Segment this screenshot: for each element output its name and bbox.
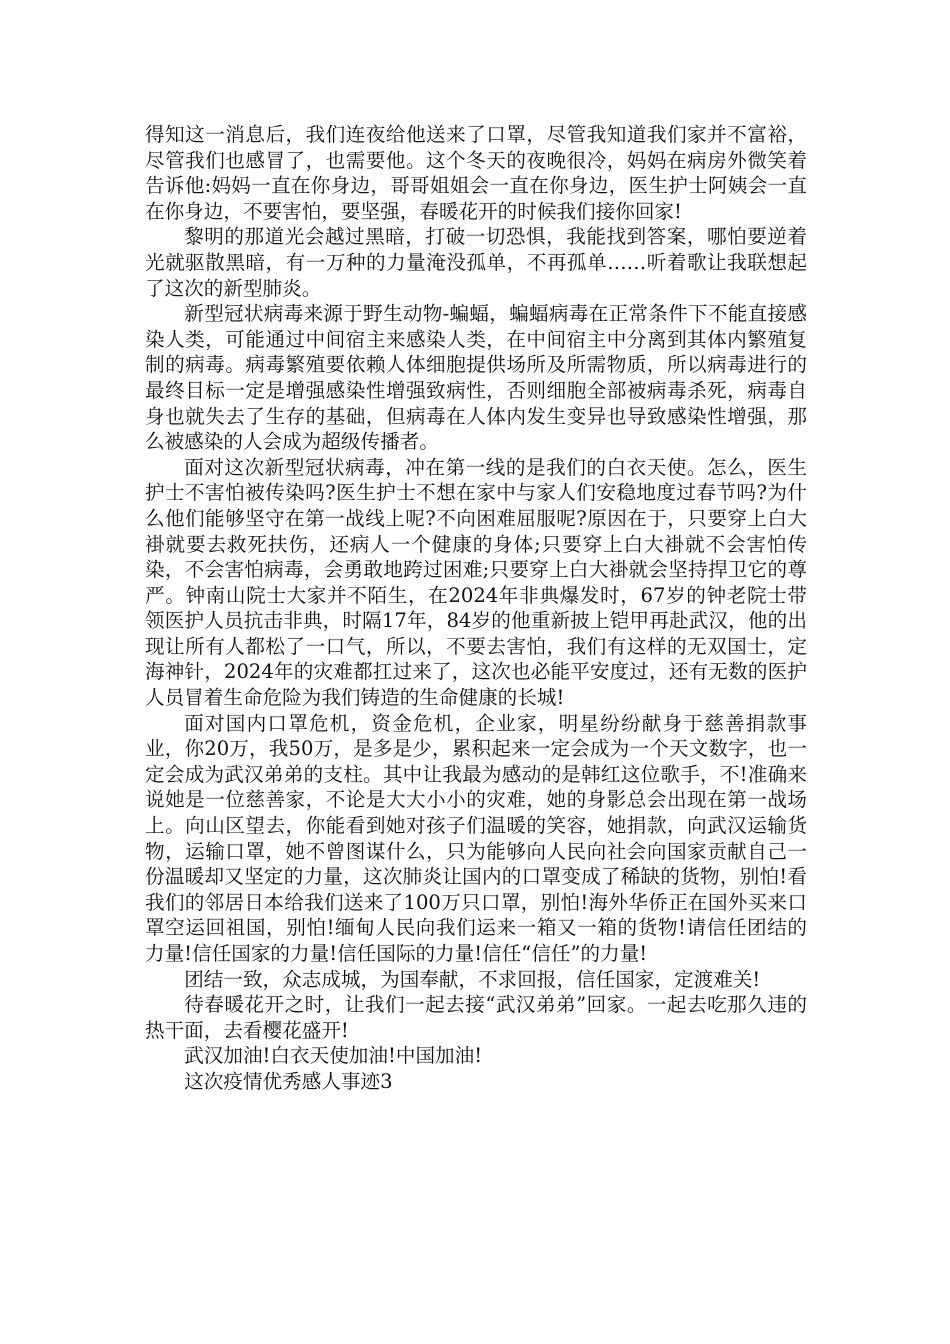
paragraph-1: 得知这一消息后，我们连夜给他送来了口罩，尽管我知道我们家并不富裕，尽管我们也感冒了，也需要他。这个冬天的夜晚很冷，妈妈在病房外微笑着告诉他:妈妈一直在你身边，哥哥姐姐会一直在你身边，医生护士阿姨会一直在你身边，不要害怕，要坚强，春暖花开的时候我们接你回家! (145, 123, 807, 223)
paragraph-6: 团结一致，众志成城，为国奉献，不求回报，信任国家，定渡难关! (184, 967, 761, 991)
section-title: 这次疫情优秀感人事迹3 (184, 1069, 393, 1093)
paragraph-5: 面对国内口罩危机，资金危机，企业家，明星纷纷献身于慈善捐款事业，你20万，我50万，是多是少，累积起来一定会成为一个天文数字，也一定会成为武汉弟弟的支柱。其中让我最为感动的是韩红这位歌手，不!准确来说她是一位慈善家，不论是大大小小的灾难，她的身影总会出现在第一战场上。向山区望去，你能看到她对孩子们温暖的笑容，她捐款，向武汉运输货物，运输口罩，她不曾图谋什么，只为能够向人民向社会向国家贡献自己一份温暖却又坚定的力量，这次肺炎让国内的口罩变成了稀缺的货物，别怕!看我们的邻居日本给我们送来了100万只口罩，别怕!海外华侨正在国外买来口罩空运回祖国，别怕!缅甸人民向我们运来一箱又一箱的货物!请信任团结的力量!信任国家的力量!信任国际的力量!信任“信任”的力量! (145, 711, 807, 965)
paragraph-7: 待春暖花开之时，让我们一起去接“武汉弟弟”回家。一起去吃那久违的热干面，去看樱花盛开! (145, 993, 807, 1042)
document-page (145, 122, 807, 1095)
paragraph-4: 面对这次新型冠状病毒，冲在第一线的是我们的白衣天使。怎么，医生护士不害怕被传染吗?医生护士不想在家中与家人们安稳地度过春节吗?为什么他们能够坚守在第一战线上呢?不向困难屈服呢?原因在于，只要穿上白大褂就要去救死扶伤，还病人一个健康的身体;只要穿上白大褂就不会害怕传染，不会害怕病毒，会勇敢地跨过困难;只要穿上白大褂就会坚持捍卫它的尊严。钟南山院士大家并不陌生，在2024年非典爆发时，67岁的钟老院士带领医护人员抗击非典，时隔17年，84岁的他重新披上铠甲再赴武汉，他的出现让所有人都松了一口气，所以，不要去害怕，我们有这样的无双国士，定海神针，2024年的灾难都扛过来了，这次也必能平安度过，还有无数的医护人员冒着生命危险为我们铸造的生命健康的长城! (145, 455, 807, 710)
paragraph-8: 武汉加油!白衣天使加油!中国加油! (184, 1044, 483, 1068)
paragraph-2: 黎明的那道光会越过黑暗，打破一切恐惧，我能找到答案，哪怕要逆着光就驱散黑暗，有一万种的力量淹没孤单，不再孤单……听着歌让我联想起了这次的新型肺炎。 (145, 225, 807, 300)
paragraph-3: 新型冠状病毒来源于野生动物-蝙蝠，蝙蝠病毒在正常条件下不能直接感染人类，可能通过中间宿主来感染人类，在中间宿主中分离到其体内繁殖复制的病毒。病毒繁殖要依赖人体细胞提供场所及所需物质，所以病毒进行的最终目标一定是增强感染性增强致病性，否则细胞全部被病毒杀死，病毒自身也就失去了生存的基础，但病毒在人体内发生变异也导致感染性增强，那么被感染的人会成为超级传播者。 (145, 302, 807, 454)
